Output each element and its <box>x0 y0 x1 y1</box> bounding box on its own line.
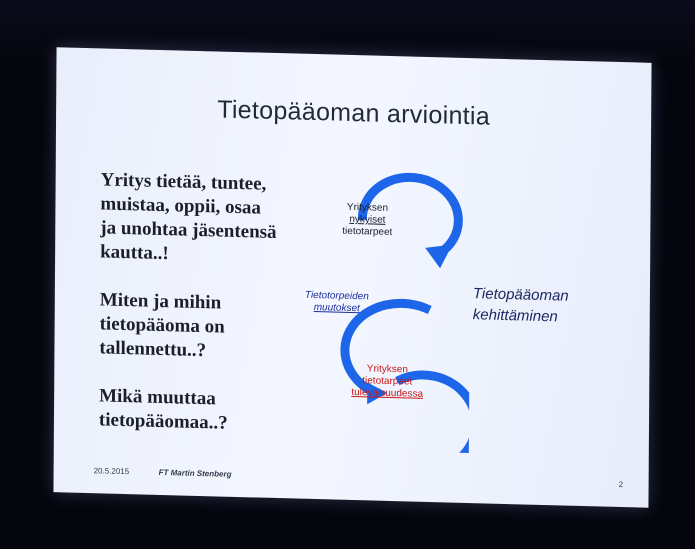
paragraph-2: Miten ja mihin tietopääoma on tallennettu..? <box>99 289 225 362</box>
node1-line2: nykyiset <box>349 213 386 226</box>
node1-line3: tietotarpeet <box>342 225 393 239</box>
footer-author: FT Martin Stenberg <box>158 467 232 479</box>
node2-line2: muutokset <box>313 301 360 315</box>
projected-slide <box>53 47 651 508</box>
node3-line3: tulevaisuudessa <box>351 386 424 400</box>
node3-line2: tietotarpeet <box>362 375 413 388</box>
slide-title: Tietopääoman arviointia <box>217 95 491 131</box>
cycle-node-current <box>317 201 417 240</box>
paragraph-3: Mikä muuttaa tietopääomaa..? <box>98 385 228 434</box>
node2-line1: Tietotorpeiden <box>304 289 369 303</box>
arrow-head-1 <box>425 244 452 269</box>
node3-line1: Yrityksen <box>366 363 408 376</box>
node1-line1: Yrityksen <box>346 201 389 214</box>
footer-date: 20.5.2015 <box>93 466 130 477</box>
cycle-node-future <box>337 363 437 402</box>
right-label: Tietopääoman kehittäminen <box>472 285 569 326</box>
paragraph-1: Yritys tietää, tuntee, muistaa, oppii, osaa ja unohtaa jäsentensä kautta..! <box>100 169 277 265</box>
cycle-node-changes <box>287 289 387 316</box>
footer-page-number: 2 <box>618 479 624 490</box>
